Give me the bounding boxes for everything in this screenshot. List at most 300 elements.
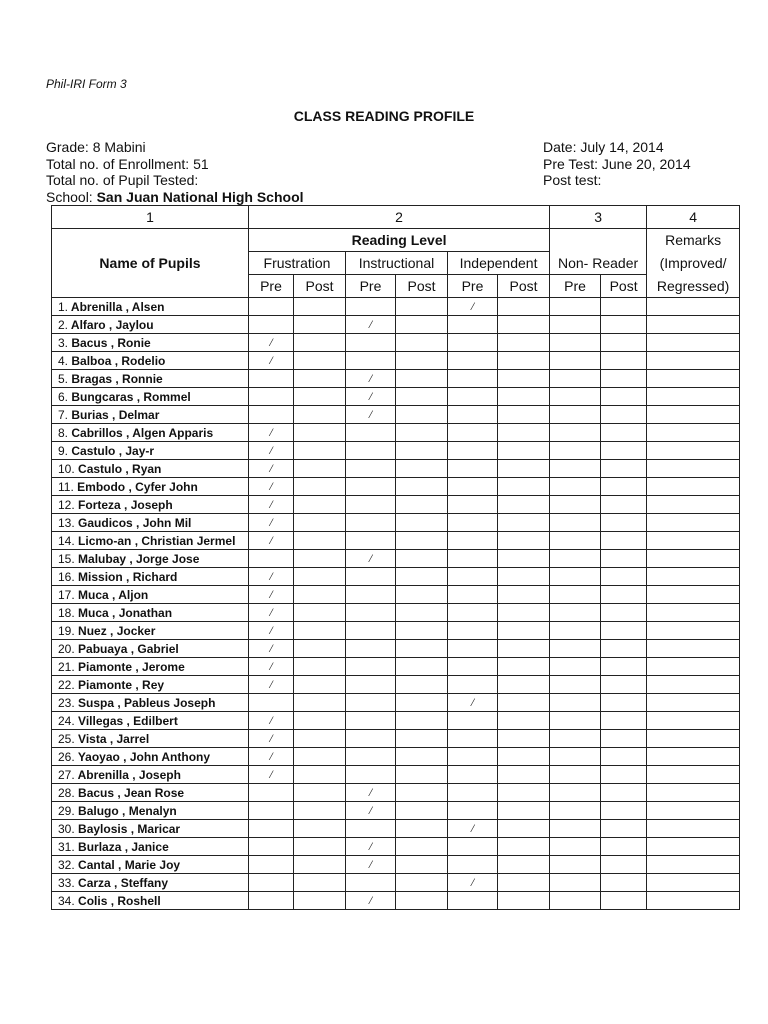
- cell-non-reader-post: [601, 676, 647, 694]
- cell-instructional-post: [396, 640, 448, 658]
- cell-frustration-pre: [249, 478, 294, 496]
- cell-instructional-post: [396, 658, 448, 676]
- pupil-name: [52, 478, 249, 496]
- table-row: [52, 496, 740, 514]
- cell-instructional-post: [396, 820, 448, 838]
- cell-non-reader-post: [601, 478, 647, 496]
- cell-frustration-pre: [249, 820, 294, 838]
- pupil-number: 20.: [58, 641, 75, 656]
- table-row: [52, 712, 740, 730]
- pupil-name-text: Embodo , Cyfer John: [77, 479, 198, 494]
- cell-non-reader-post: [601, 874, 647, 892]
- check-mark: /: [368, 785, 373, 799]
- table-row: [52, 766, 740, 784]
- cell-instructional-post: [396, 334, 448, 352]
- pupil-number: 33.: [58, 875, 75, 890]
- cell-non-reader-pre: [550, 316, 601, 334]
- cell-independent-post: [498, 784, 550, 802]
- cell-frustration-pre: [249, 496, 294, 514]
- check-mark: /: [368, 857, 373, 871]
- cell-non-reader-post: [601, 892, 647, 910]
- pupil-name-text: Burias , Delmar: [71, 407, 160, 422]
- check-mark: /: [269, 713, 273, 727]
- pupil-name: [52, 856, 249, 874]
- cell-non-reader-post: [601, 820, 647, 838]
- cell-non-reader-post: [601, 568, 647, 586]
- cell-instructional-pre: [346, 514, 396, 532]
- pupil-name-text: Bacus , Ronie: [71, 335, 151, 350]
- cell-frustration-post: [294, 532, 346, 550]
- check-mark: /: [269, 497, 273, 511]
- cell-instructional-post: [396, 298, 448, 316]
- table-row: [52, 460, 740, 478]
- check-mark: /: [269, 605, 273, 619]
- pupil-number: 24.: [58, 713, 75, 728]
- pupil-name: [52, 712, 249, 730]
- cell-frustration-post: [294, 550, 346, 568]
- cell-frustration-post: [294, 460, 346, 478]
- cell-non-reader-post: [601, 370, 647, 388]
- check-mark: /: [269, 749, 273, 763]
- cell-remarks: [647, 352, 740, 370]
- cell-frustration-pre: [249, 532, 294, 550]
- cell-frustration-pre: [249, 676, 294, 694]
- cell-frustration-post: [294, 424, 346, 442]
- pupil-name-text: Forteza , Joseph: [78, 497, 173, 512]
- cell-independent-post: [498, 478, 550, 496]
- pupil-name: [52, 784, 249, 802]
- cell-frustration-pre: [249, 874, 294, 892]
- cell-instructional-pre: [346, 838, 396, 856]
- cell-frustration-pre: [249, 514, 294, 532]
- pupil-number: 27.: [58, 767, 75, 782]
- cell-instructional-pre: [346, 694, 396, 712]
- tested-line: Total no. of Pupil Tested:: [46, 172, 199, 188]
- cell-independent-pre: [448, 388, 498, 406]
- table-row: [52, 334, 740, 352]
- cell-frustration-pre: [249, 352, 294, 370]
- pupil-name: [52, 496, 249, 514]
- cell-instructional-pre: [346, 766, 396, 784]
- cell-non-reader-pre: [550, 802, 601, 820]
- cell-non-reader-post: [601, 856, 647, 874]
- pupil-name-text: Licmo-an , Christian Jermel: [78, 533, 236, 548]
- pupil-name-text: Piamonte , Rey: [78, 677, 165, 692]
- cell-instructional-post: [396, 694, 448, 712]
- pupil-number: 28.: [58, 785, 75, 800]
- pupil-number: 15.: [58, 551, 75, 566]
- cell-independent-post: [498, 406, 550, 424]
- table-row: [52, 532, 740, 550]
- cell-remarks: [647, 388, 740, 406]
- cell-frustration-pre: [249, 784, 294, 802]
- remarks-header: Remarks: [647, 229, 740, 252]
- cell-instructional-post: [396, 370, 448, 388]
- cell-non-reader-post: [601, 802, 647, 820]
- cell-independent-post: [498, 694, 550, 712]
- cell-frustration-post: [294, 856, 346, 874]
- cell-independent-pre: [448, 478, 498, 496]
- cell-independent-post: [498, 442, 550, 460]
- cell-non-reader-post: [601, 622, 647, 640]
- cell-independent-pre: [448, 532, 498, 550]
- cell-frustration-post: [294, 370, 346, 388]
- pupil-name: [52, 460, 249, 478]
- cell-instructional-pre: [346, 820, 396, 838]
- cell-remarks: [647, 424, 740, 442]
- pupil-name: [52, 334, 249, 352]
- cell-independent-post: [498, 856, 550, 874]
- cell-non-reader-pre: [550, 442, 601, 460]
- cell-instructional-pre: [346, 370, 396, 388]
- cell-frustration-pre: [249, 316, 294, 334]
- cell-instructional-pre: [346, 298, 396, 316]
- cell-non-reader-post: [601, 352, 647, 370]
- pupil-name: [52, 370, 249, 388]
- check-mark: /: [368, 389, 373, 403]
- cell-instructional-post: [396, 802, 448, 820]
- cell-frustration-post: [294, 568, 346, 586]
- cell-non-reader-post: [601, 460, 647, 478]
- cell-instructional-post: [396, 316, 448, 334]
- pupil-name-text: Mission , Richard: [78, 569, 178, 584]
- cell-non-reader-post: [601, 784, 647, 802]
- cell-instructional-post: [396, 784, 448, 802]
- check-mark: /: [368, 407, 373, 421]
- cell-remarks: [647, 514, 740, 532]
- check-mark: /: [470, 299, 475, 313]
- table-row: [52, 694, 740, 712]
- cell-frustration-pre: [249, 658, 294, 676]
- pupil-number: 23.: [58, 695, 75, 710]
- cell-non-reader-pre: [550, 586, 601, 604]
- cell-remarks: [647, 622, 740, 640]
- pupil-name-text: Bacus , Jean Rose: [78, 785, 185, 800]
- table-row: [52, 568, 740, 586]
- cell-remarks: [647, 316, 740, 334]
- cell-non-reader-post: [601, 550, 647, 568]
- check-mark: /: [470, 695, 475, 709]
- pupil-name: [52, 874, 249, 892]
- cell-remarks: [647, 892, 740, 910]
- pupil-number: 10.: [58, 461, 75, 476]
- cell-remarks: [647, 730, 740, 748]
- cell-frustration-pre: [249, 550, 294, 568]
- frustration-header: Frustration: [249, 252, 346, 275]
- pupil-number: 7.: [58, 407, 69, 422]
- check-mark: /: [269, 587, 273, 601]
- table-row: [52, 586, 740, 604]
- grade-line: Grade: 8 Mabini: [46, 139, 146, 155]
- cell-non-reader-pre: [550, 784, 601, 802]
- cell-independent-pre: [448, 460, 498, 478]
- cell-frustration-post: [294, 388, 346, 406]
- pupil-number: 26.: [58, 749, 75, 764]
- school-line: [46, 189, 304, 206]
- check-mark: /: [269, 461, 273, 475]
- pupil-number: 12.: [58, 497, 75, 512]
- cell-frustration-pre: [249, 640, 294, 658]
- cell-remarks: [647, 658, 740, 676]
- cell-instructional-pre: [346, 496, 396, 514]
- cell-independent-post: [498, 658, 550, 676]
- cell-frustration-post: [294, 694, 346, 712]
- form-label: Phil-IRI Form 3: [46, 77, 127, 91]
- cell-instructional-post: [396, 424, 448, 442]
- cell-instructional-pre: [346, 802, 396, 820]
- col-number-3: 3: [550, 206, 647, 229]
- cell-non-reader-pre: [550, 406, 601, 424]
- cell-frustration-pre: [249, 604, 294, 622]
- cell-instructional-pre: [346, 622, 396, 640]
- cell-frustration-post: [294, 586, 346, 604]
- check-mark: /: [269, 443, 273, 457]
- pupil-number: 19.: [58, 623, 75, 638]
- cell-remarks: [647, 676, 740, 694]
- cell-independent-post: [498, 568, 550, 586]
- cell-frustration-post: [294, 748, 346, 766]
- pupil-number: 9.: [58, 443, 69, 458]
- cell-non-reader-pre: [550, 298, 601, 316]
- cell-independent-pre: [448, 640, 498, 658]
- cell-independent-post: [498, 622, 550, 640]
- column-number-row: [52, 206, 740, 229]
- pupil-name-text: Castulo , Jay-r: [71, 443, 155, 458]
- cell-non-reader-pre: [550, 748, 601, 766]
- pupil-number: 11.: [58, 479, 74, 494]
- cell-frustration-pre: [249, 712, 294, 730]
- cell-independent-post: [498, 532, 550, 550]
- table-row: [52, 784, 740, 802]
- cell-remarks: [647, 820, 740, 838]
- cell-remarks: [647, 856, 740, 874]
- pupil-name: [52, 442, 249, 460]
- cell-non-reader-post: [601, 730, 647, 748]
- cell-independent-post: [498, 388, 550, 406]
- cell-instructional-pre: [346, 658, 396, 676]
- cell-non-reader-pre: [550, 568, 601, 586]
- cell-non-reader-post: [601, 442, 647, 460]
- pupil-name-text: Colis , Roshell: [78, 893, 161, 908]
- cell-instructional-post: [396, 478, 448, 496]
- table-row: [52, 298, 740, 316]
- pupil-name: [52, 694, 249, 712]
- cell-independent-pre: [448, 712, 498, 730]
- pupil-name: [52, 550, 249, 568]
- pupil-name-text: Villegas , Edilbert: [78, 713, 178, 728]
- pupil-number: 6.: [58, 389, 69, 404]
- cell-remarks: [647, 442, 740, 460]
- col-number-2: 2: [249, 206, 550, 229]
- check-mark: /: [368, 371, 373, 385]
- pupil-name-text: Nuez , Jocker: [78, 623, 156, 638]
- cell-independent-post: [498, 424, 550, 442]
- cell-frustration-post: [294, 442, 346, 460]
- cell-instructional-post: [396, 712, 448, 730]
- cell-frustration-pre: [249, 802, 294, 820]
- pupil-name: [52, 406, 249, 424]
- cell-remarks: [647, 604, 740, 622]
- cell-non-reader-pre: [550, 424, 601, 442]
- cell-frustration-post: [294, 406, 346, 424]
- instructional-header: Instructional: [346, 252, 448, 275]
- cell-independent-pre: [448, 442, 498, 460]
- cell-frustration-pre: [249, 568, 294, 586]
- table-row: [52, 352, 740, 370]
- cell-frustration-post: [294, 514, 346, 532]
- cell-instructional-post: [396, 352, 448, 370]
- pupil-name: [52, 568, 249, 586]
- check-mark: /: [368, 893, 373, 907]
- check-mark: /: [269, 515, 273, 529]
- pupil-number: 17.: [58, 587, 75, 602]
- cell-non-reader-post: [601, 334, 647, 352]
- cell-independent-post: [498, 604, 550, 622]
- pupil-name-text: Piamonte , Jerome: [78, 659, 185, 674]
- cell-remarks: [647, 586, 740, 604]
- cell-instructional-pre: [346, 586, 396, 604]
- cell-frustration-post: [294, 820, 346, 838]
- pupil-name-text: Baylosis , Maricar: [78, 821, 181, 836]
- pupil-number: 1.: [58, 299, 69, 314]
- cell-non-reader-pre: [550, 874, 601, 892]
- pupil-name-text: Bungcaras , Rommel: [71, 389, 191, 404]
- check-mark: /: [269, 767, 273, 781]
- cell-independent-post: [498, 460, 550, 478]
- cell-independent-pre: [448, 856, 498, 874]
- cell-instructional-post: [396, 460, 448, 478]
- cell-independent-post: [498, 352, 550, 370]
- cell-frustration-post: [294, 640, 346, 658]
- cell-frustration-post: [294, 478, 346, 496]
- cell-independent-post: [498, 550, 550, 568]
- cell-independent-post: [498, 838, 550, 856]
- cell-frustration-pre: [249, 388, 294, 406]
- pupil-name: [52, 838, 249, 856]
- cell-instructional-pre: [346, 712, 396, 730]
- cell-instructional-pre: [346, 730, 396, 748]
- pretest-line: Pre Test: June 20, 2014: [543, 155, 691, 172]
- table-row: [52, 892, 740, 910]
- pupil-name-text: Abrenilla , Joseph: [77, 767, 181, 782]
- cell-frustration-post: [294, 316, 346, 334]
- cell-instructional-post: [396, 388, 448, 406]
- cell-instructional-pre: [346, 316, 396, 334]
- cell-non-reader-pre: [550, 388, 601, 406]
- remarks-regressed: Regressed): [647, 275, 740, 298]
- cell-frustration-post: [294, 676, 346, 694]
- cell-frustration-pre: [249, 694, 294, 712]
- cell-instructional-pre: [346, 532, 396, 550]
- pupil-number: 21.: [58, 659, 75, 674]
- pupil-name: [52, 766, 249, 784]
- cell-instructional-post: [396, 730, 448, 748]
- cell-instructional-pre: [346, 478, 396, 496]
- cell-instructional-post: [396, 514, 448, 532]
- posttest-line: Post test:: [543, 172, 602, 188]
- cell-independent-pre: [448, 352, 498, 370]
- cell-instructional-pre: [346, 784, 396, 802]
- cell-non-reader-pre: [550, 640, 601, 658]
- cell-remarks: [647, 712, 740, 730]
- pupil-number: 16.: [58, 569, 75, 584]
- cell-frustration-pre: [249, 892, 294, 910]
- cell-non-reader-post: [601, 532, 647, 550]
- cell-frustration-post: [294, 496, 346, 514]
- pupil-name-text: Cabrillos , Algen Apparis: [71, 425, 214, 440]
- cell-remarks: [647, 532, 740, 550]
- cell-instructional-pre: [346, 568, 396, 586]
- header-row-1: [52, 229, 740, 252]
- cell-non-reader-post: [601, 388, 647, 406]
- cell-independent-pre: [448, 802, 498, 820]
- cell-non-reader-pre: [550, 370, 601, 388]
- table-row: [52, 550, 740, 568]
- non-reader-pre: Pre: [550, 275, 601, 298]
- pupil-number: 34.: [58, 893, 75, 908]
- check-mark: /: [470, 821, 475, 835]
- pupil-name: [52, 748, 249, 766]
- pupil-number: 3.: [58, 335, 69, 350]
- frustration-pre: Pre: [249, 275, 294, 298]
- pupil-name: [52, 730, 249, 748]
- pupil-name-text: Balboa , Rodelio: [71, 353, 166, 368]
- cell-instructional-pre: [346, 856, 396, 874]
- cell-non-reader-pre: [550, 622, 601, 640]
- cell-frustration-post: [294, 838, 346, 856]
- cell-frustration-post: [294, 298, 346, 316]
- cell-non-reader-pre: [550, 478, 601, 496]
- table-row: [52, 838, 740, 856]
- cell-non-reader-post: [601, 298, 647, 316]
- table-row: [52, 856, 740, 874]
- table-row: [52, 730, 740, 748]
- pupil-name: [52, 658, 249, 676]
- cell-non-reader-pre: [550, 892, 601, 910]
- pupil-name-text: Burlaza , Janice: [78, 839, 169, 854]
- cell-non-reader-post: [601, 694, 647, 712]
- pupil-name: [52, 388, 249, 406]
- cell-independent-pre: [448, 316, 498, 334]
- cell-instructional-post: [396, 586, 448, 604]
- cell-non-reader-pre: [550, 514, 601, 532]
- pupil-name-text: Carza , Steffany: [78, 875, 169, 890]
- non-reader-post: Post: [601, 275, 647, 298]
- pupil-number: 31.: [58, 839, 75, 854]
- pupil-name: [52, 316, 249, 334]
- reading-profile-table: [51, 205, 740, 910]
- check-mark: /: [368, 551, 373, 565]
- cell-frustration-post: [294, 802, 346, 820]
- cell-independent-pre: [448, 298, 498, 316]
- pupil-number: 32.: [58, 857, 75, 872]
- pupil-name: [52, 532, 249, 550]
- pupil-name: [52, 802, 249, 820]
- class-info-left: [46, 139, 304, 205]
- pupil-number: 22.: [58, 677, 75, 692]
- instructional-post: Post: [396, 275, 448, 298]
- pupil-name: [52, 424, 249, 442]
- pupil-name: [52, 604, 249, 622]
- pupil-name-text: Alfaro , Jaylou: [70, 317, 154, 332]
- cell-non-reader-pre: [550, 532, 601, 550]
- cell-non-reader-pre: [550, 658, 601, 676]
- check-mark: /: [269, 335, 273, 349]
- cell-independent-pre: [448, 424, 498, 442]
- table-row: [52, 370, 740, 388]
- table-row: [52, 658, 740, 676]
- cell-frustration-post: [294, 622, 346, 640]
